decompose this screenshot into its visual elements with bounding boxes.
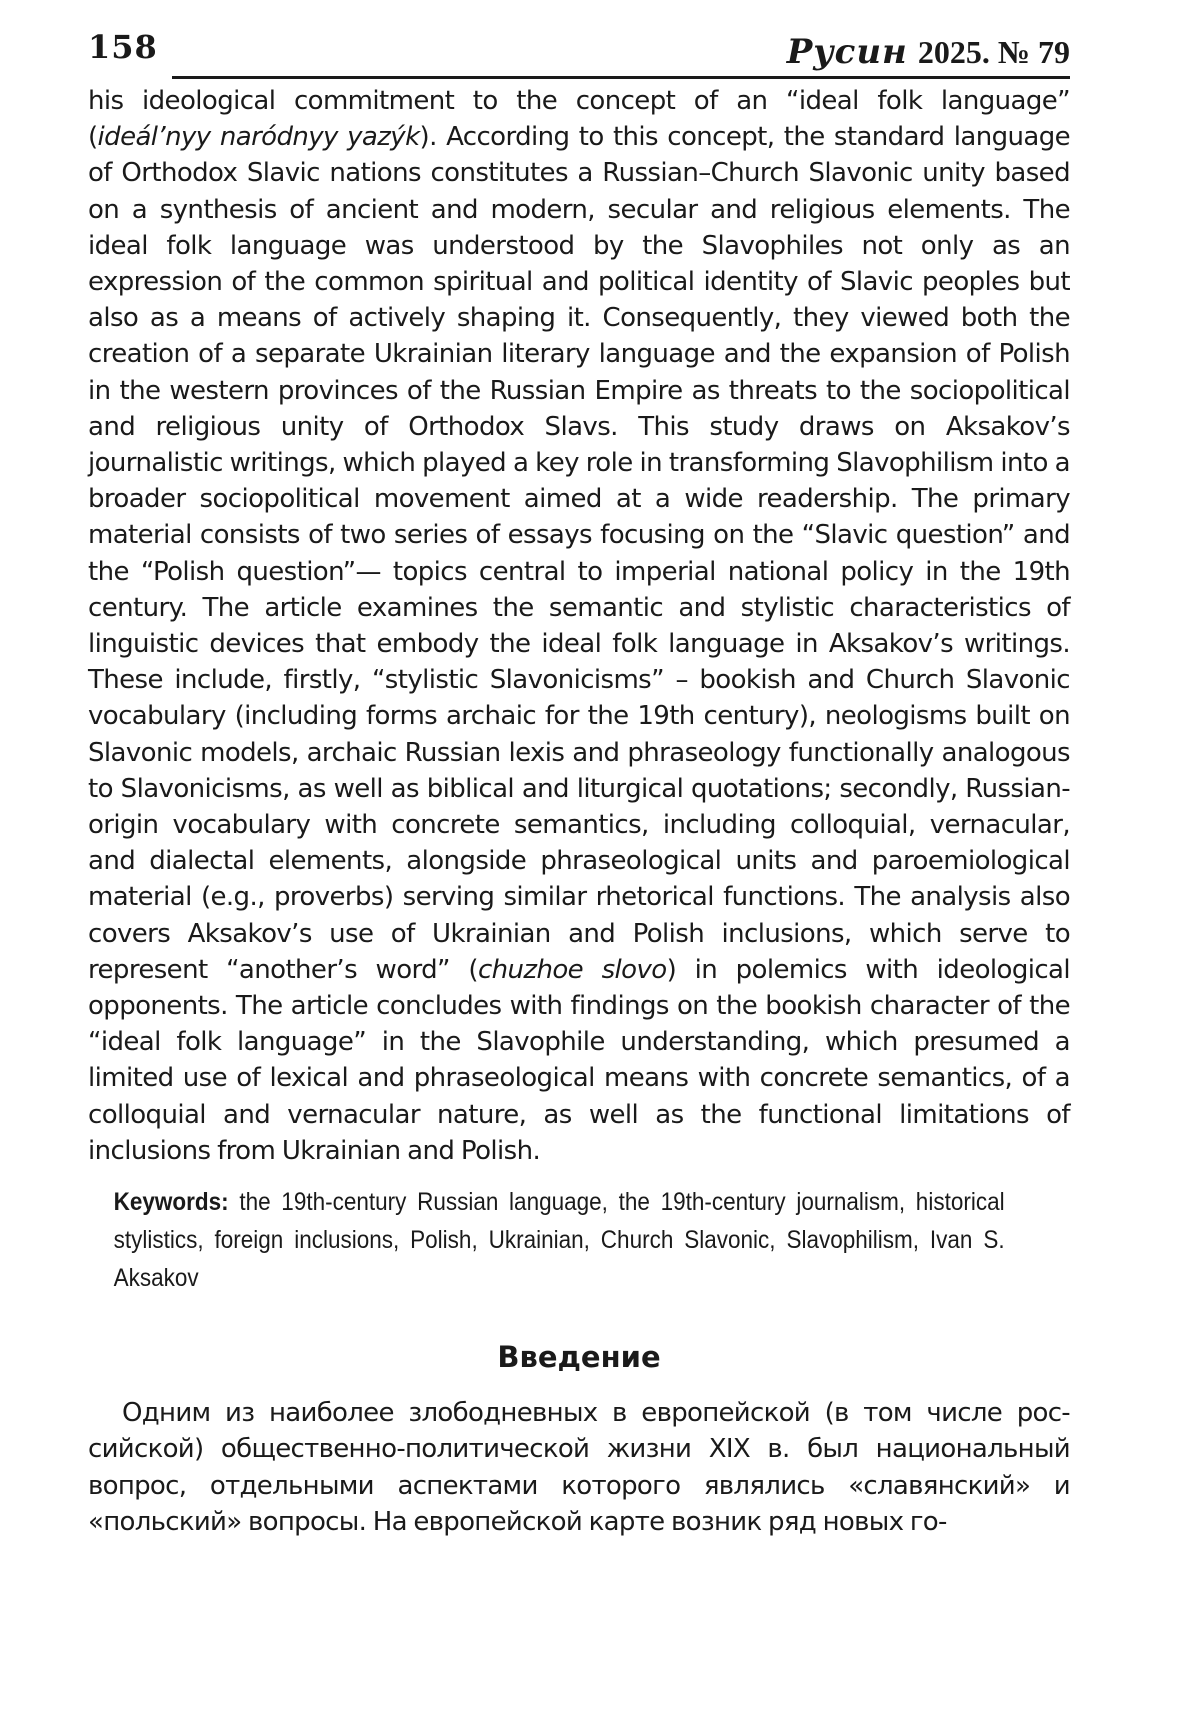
- abstract-term-1: ideál’nyy naródnyy yazýk: [97, 122, 420, 153]
- intro-paragraph: Одним из наиболее злободневных в европейской (в том числе рос-сийской) общественно-политической жизни XIX в. был национальный вопрос, отдельными аспектами которого являлись «славянский» и «польский» вопросы. На европейской карте возник ряд новых го-: [88, 1398, 1070, 1537]
- running-header: [88, 28, 1070, 79]
- abstract-term-2: chuzhoe slovo: [477, 954, 667, 985]
- page: [88, 28, 1070, 1566]
- page-number: 158: [88, 28, 158, 66]
- section-heading: Введение: [497, 1340, 661, 1375]
- keywords-label: Keywords:: [113, 1188, 229, 1217]
- abstract-text: [88, 83, 1070, 1169]
- abstract-part-2: ). According to this concept, the standard language of Orthodox Slavic nations constitutes a Russian–Church Slavonic unity based on a synthesis of ancient and modern, secular and religious elements. The ideal folk language was understood by the Slavophiles not only as an expression of the common spiritual and political identity of Slavic peoples but also as a means of actively shaping it. Consequently, they viewed both the creation of a separate Ukrainian literary language and the expansion of Polish in the western provinces of the Russian Empire as threats to the sociopolitical and religious unity of Orthodox Slavs. This study draws on Aksakov’s journalistic writings, which played a key role in transforming Slavophilism into a broader sociopolitical movement aimed at a wide readership. The primary material consists of two series of essays focusing on the “Slavic question” and the “Polish question”— topics central to imperial national policy in the 19th century. The article examines the semantic and stylistic characteristics of linguistic devices that embody the ideal folk language in Aksakov’s writings. These include, firstly, “stylistic Slavonicisms” – bookish and Church Slavonic vocabulary (including forms archaic for the 19th century), neologisms built on Slavonic models, archaic Russian lexis and phraseology functionally analogous to Slavonicisms, as well as biblical and liturgical quotations; secondly, Russian-origin vocabulary with concrete semantics, including colloquial, vernacular, and dialectal elements, alongside phraseological units and paroemiological material (e.g., proverbs) serving similar rhetorical functions. The analysis also covers Aksakov’s use of Ukrainian and Polish inclusions, which serve to represent “another’s word” (: [88, 122, 1071, 985]
- abstract-part-3: ) in polemics with ideological opponents. The article concludes with findings on the bookish character of the “ideal folk language” in the Slavophile understanding, which presumed a limited use of lexical and phraseological means with concrete semantics, of a colloquial and vernacular nature, as well as the functional limitations of inclusions from Ukrainian and Polish.: [88, 954, 1071, 1166]
- journal-issue: 2025. № 79: [917, 34, 1070, 70]
- abstract-part-1: his ideological commitment to the concept of an “ideal folk language” (: [88, 86, 1070, 153]
- journal-title: [787, 32, 1070, 72]
- keywords: [56, 1183, 1005, 1297]
- journal-name: Русин: [786, 32, 908, 72]
- keywords-list: the 19th-century Russian language, the 19th-century journalism, historical stylistics, foreign inclusions, Polish, Ukrainian, Church Slavonic, Slavophilism, Ivan S. Aksakov: [113, 1188, 1005, 1293]
